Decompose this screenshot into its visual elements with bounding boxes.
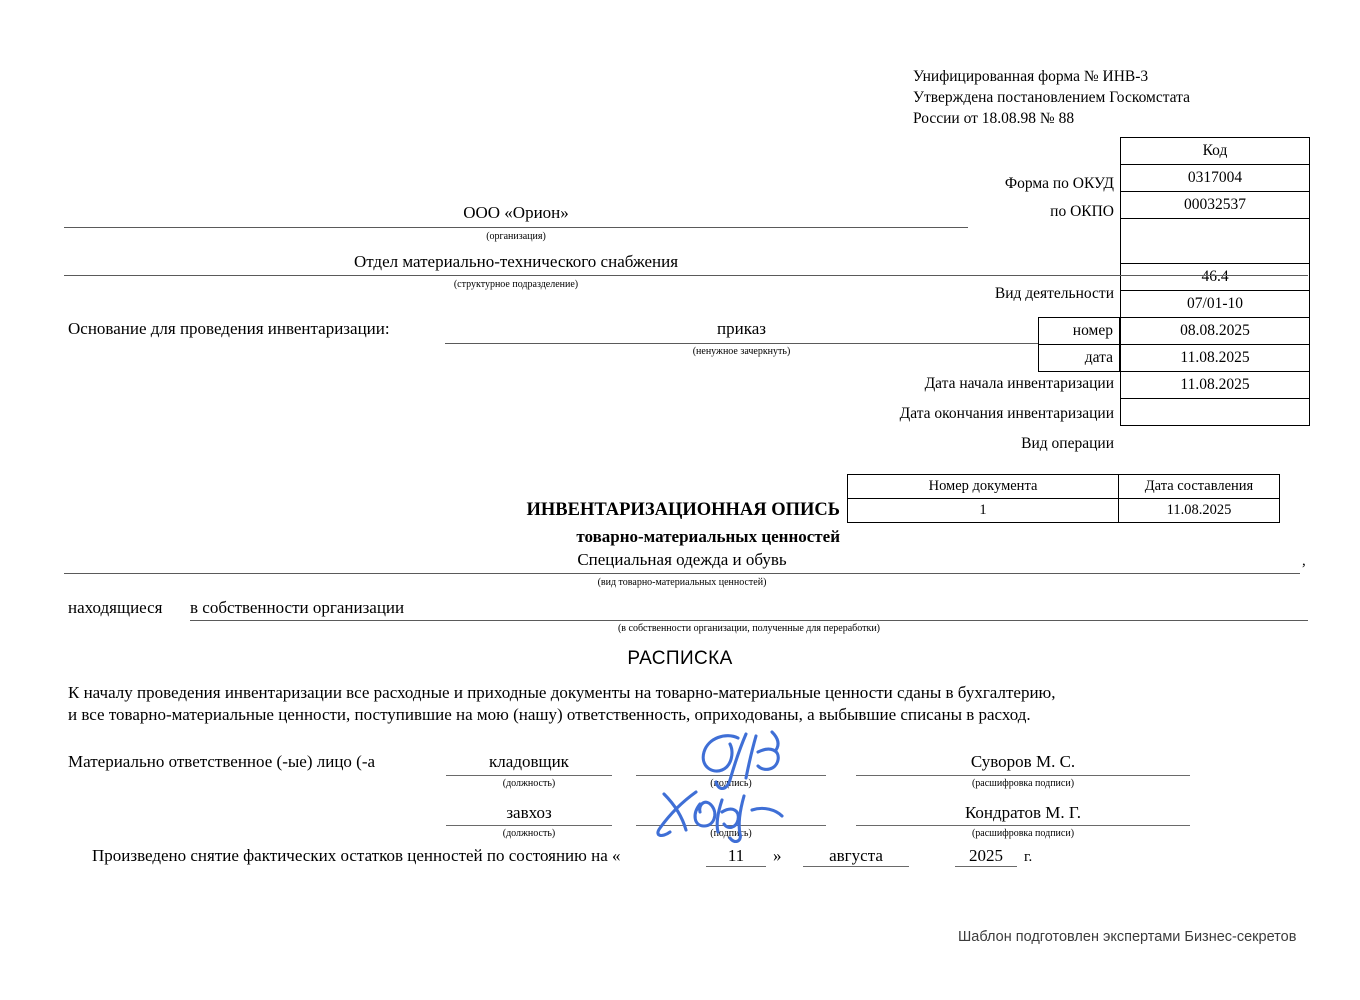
basis-label: Основание для проведения инвентаризации: <box>68 319 390 338</box>
code-label-okud: Форма по ОКУД <box>1004 175 1114 192</box>
subdivision-caption: (структурное подразделение) <box>453 279 579 290</box>
code-value-empty <box>1121 219 1310 264</box>
code-row-empty <box>1121 219 1310 264</box>
responsible-name-caption-2: (расшифровка подписи) <box>971 828 1075 839</box>
form-identification <box>913 66 1190 129</box>
page-title: ИНВЕНТАРИЗАЦИОННАЯ ОПИСЬ <box>526 500 840 520</box>
code-row-end-date <box>1121 372 1310 399</box>
receipt-paragraph-line-2: и все товарно-материальные ценности, поступившие на мою (нашу) ответственность, оприходованы, а выбывшие списаны в расход. <box>68 705 1031 724</box>
responsible-signature-rule-1 <box>636 775 826 776</box>
code-row-okpo <box>1121 192 1310 219</box>
docnum-header-date: Дата составления <box>1119 475 1280 499</box>
goods-type-value[interactable]: Специальная одежда и обувь <box>577 550 787 569</box>
responsible-position-rule-2 <box>446 825 612 826</box>
document-number-table <box>847 474 1280 523</box>
code-value-operation-type <box>1121 399 1310 426</box>
goods-type-rule <box>64 573 1300 574</box>
receipt-paragraph-line-1: К началу проведения инвентаризации все расходные и приходные документы на товарно-материальные ценности сданы в бухгалтерию, <box>68 683 1056 702</box>
ownership-rule <box>190 620 1308 621</box>
code-table-header-row <box>1121 138 1310 165</box>
responsible-position-caption-2: (должность) <box>502 828 556 839</box>
code-label-operation-type: Вид операции <box>1021 435 1114 452</box>
snapshot-suffix: г. <box>1024 849 1033 865</box>
responsible-name-rule-2 <box>856 825 1190 826</box>
code-row-number <box>1121 291 1310 318</box>
ownership-value[interactable]: в собственности организации <box>190 598 405 617</box>
form-id-line-1: Унифицированная форма № ИНВ-3 <box>913 68 1149 85</box>
responsible-name-1[interactable]: Суворов М. С. <box>970 752 1076 771</box>
docnum-value-row <box>848 499 1280 523</box>
docnum-value-number[interactable]: 1 <box>848 499 1119 523</box>
order-number-row <box>1039 318 1120 345</box>
responsible-position-caption-1: (должность) <box>502 778 556 789</box>
code-table <box>1120 137 1310 426</box>
organization-rule <box>64 227 968 228</box>
goods-type-caption: (вид товарно-материальных ценностей) <box>597 577 767 588</box>
responsible-label: Материально ответственное (-ые) лицо (-а <box>68 752 376 771</box>
code-value-okpo: 00032537 <box>1121 192 1310 219</box>
code-value-end-date: 11.08.2025 <box>1121 372 1310 399</box>
code-value-activity: 46.4 <box>1121 264 1310 291</box>
subdivision-rule <box>64 275 1308 276</box>
code-row-okud <box>1121 165 1310 192</box>
responsible-signature-rule-2 <box>636 825 826 826</box>
form-id-line-2: Утверждена постановлением Госкомстата <box>913 89 1190 106</box>
code-row-activity <box>1121 264 1310 291</box>
snapshot-day[interactable]: 11 <box>727 846 745 865</box>
basis-rule <box>445 343 1038 344</box>
subdivision-value[interactable]: Отдел материально-технического снабжения <box>353 252 679 271</box>
code-label-activity: Вид деятельности <box>994 285 1114 302</box>
responsible-position-1[interactable]: кладовщик <box>489 752 569 771</box>
code-row-start-date <box>1121 345 1310 372</box>
docnum-header-number: Номер документа <box>848 475 1119 499</box>
code-value-start-date: 11.08.2025 <box>1121 345 1310 372</box>
snapshot-year-rule <box>955 866 1017 867</box>
organization-caption: (организация) <box>486 231 546 242</box>
snapshot-month[interactable]: августа <box>829 846 883 865</box>
page-subtitle: товарно-материальных ценностей <box>576 527 840 546</box>
responsible-name-2[interactable]: Кондратов М. Г. <box>964 803 1082 822</box>
snapshot-month-rule <box>803 866 909 867</box>
code-table-header: Код <box>1121 138 1310 165</box>
snapshot-year[interactable]: 2025 <box>969 846 1003 865</box>
basis-value[interactable]: приказ <box>717 319 766 338</box>
code-row-operation-type <box>1121 399 1310 426</box>
responsible-signature-caption-2: (подпись) <box>710 828 752 839</box>
code-label-start-date: Дата начала инвентаризации <box>924 375 1114 392</box>
code-label-okpo: по ОКПО <box>1050 203 1114 220</box>
goods-type-trailing-comma: , <box>1302 553 1306 569</box>
responsible-name-rule-1 <box>856 775 1190 776</box>
docnum-value-date[interactable]: 11.08.2025 <box>1119 499 1280 523</box>
code-value-number: 07/01-10 <box>1121 291 1310 318</box>
snapshot-day-rule <box>706 866 766 867</box>
code-label-end-date: Дата окончания инвентаризации <box>899 405 1114 422</box>
code-row-date <box>1121 318 1310 345</box>
order-number-label: номер <box>1039 318 1120 345</box>
basis-caption: (ненужное зачеркнуть) <box>692 346 791 357</box>
docnum-header-row <box>848 475 1280 499</box>
ownership-caption: (в собственности организации, полученные для переработки) <box>617 623 881 634</box>
organization-value[interactable]: ООО «Орион» <box>463 203 569 222</box>
responsible-position-rule-1 <box>446 775 612 776</box>
footer-text: Шаблон подготовлен экспертами Бизнес-секретов <box>958 929 1297 945</box>
code-value-okud: 0317004 <box>1121 165 1310 192</box>
receipt-heading: РАСПИСКА <box>627 648 733 669</box>
order-date-row <box>1039 345 1120 372</box>
snapshot-prefix: Произведено снятие фактических остатков ценностей по состоянию на « <box>92 846 621 865</box>
snapshot-quote-close: » <box>773 846 782 865</box>
order-date-label: дата <box>1039 345 1120 372</box>
order-number-date-box <box>1038 317 1120 372</box>
code-value-date: 08.08.2025 <box>1121 318 1310 345</box>
responsible-signature-caption-1: (подпись) <box>710 778 752 789</box>
ownership-label: находящиеся <box>68 598 163 617</box>
responsible-name-caption-1: (расшифровка подписи) <box>971 778 1075 789</box>
form-id-line-3: России от 18.08.98 № 88 <box>913 110 1075 127</box>
responsible-position-2[interactable]: завхоз <box>506 803 552 822</box>
